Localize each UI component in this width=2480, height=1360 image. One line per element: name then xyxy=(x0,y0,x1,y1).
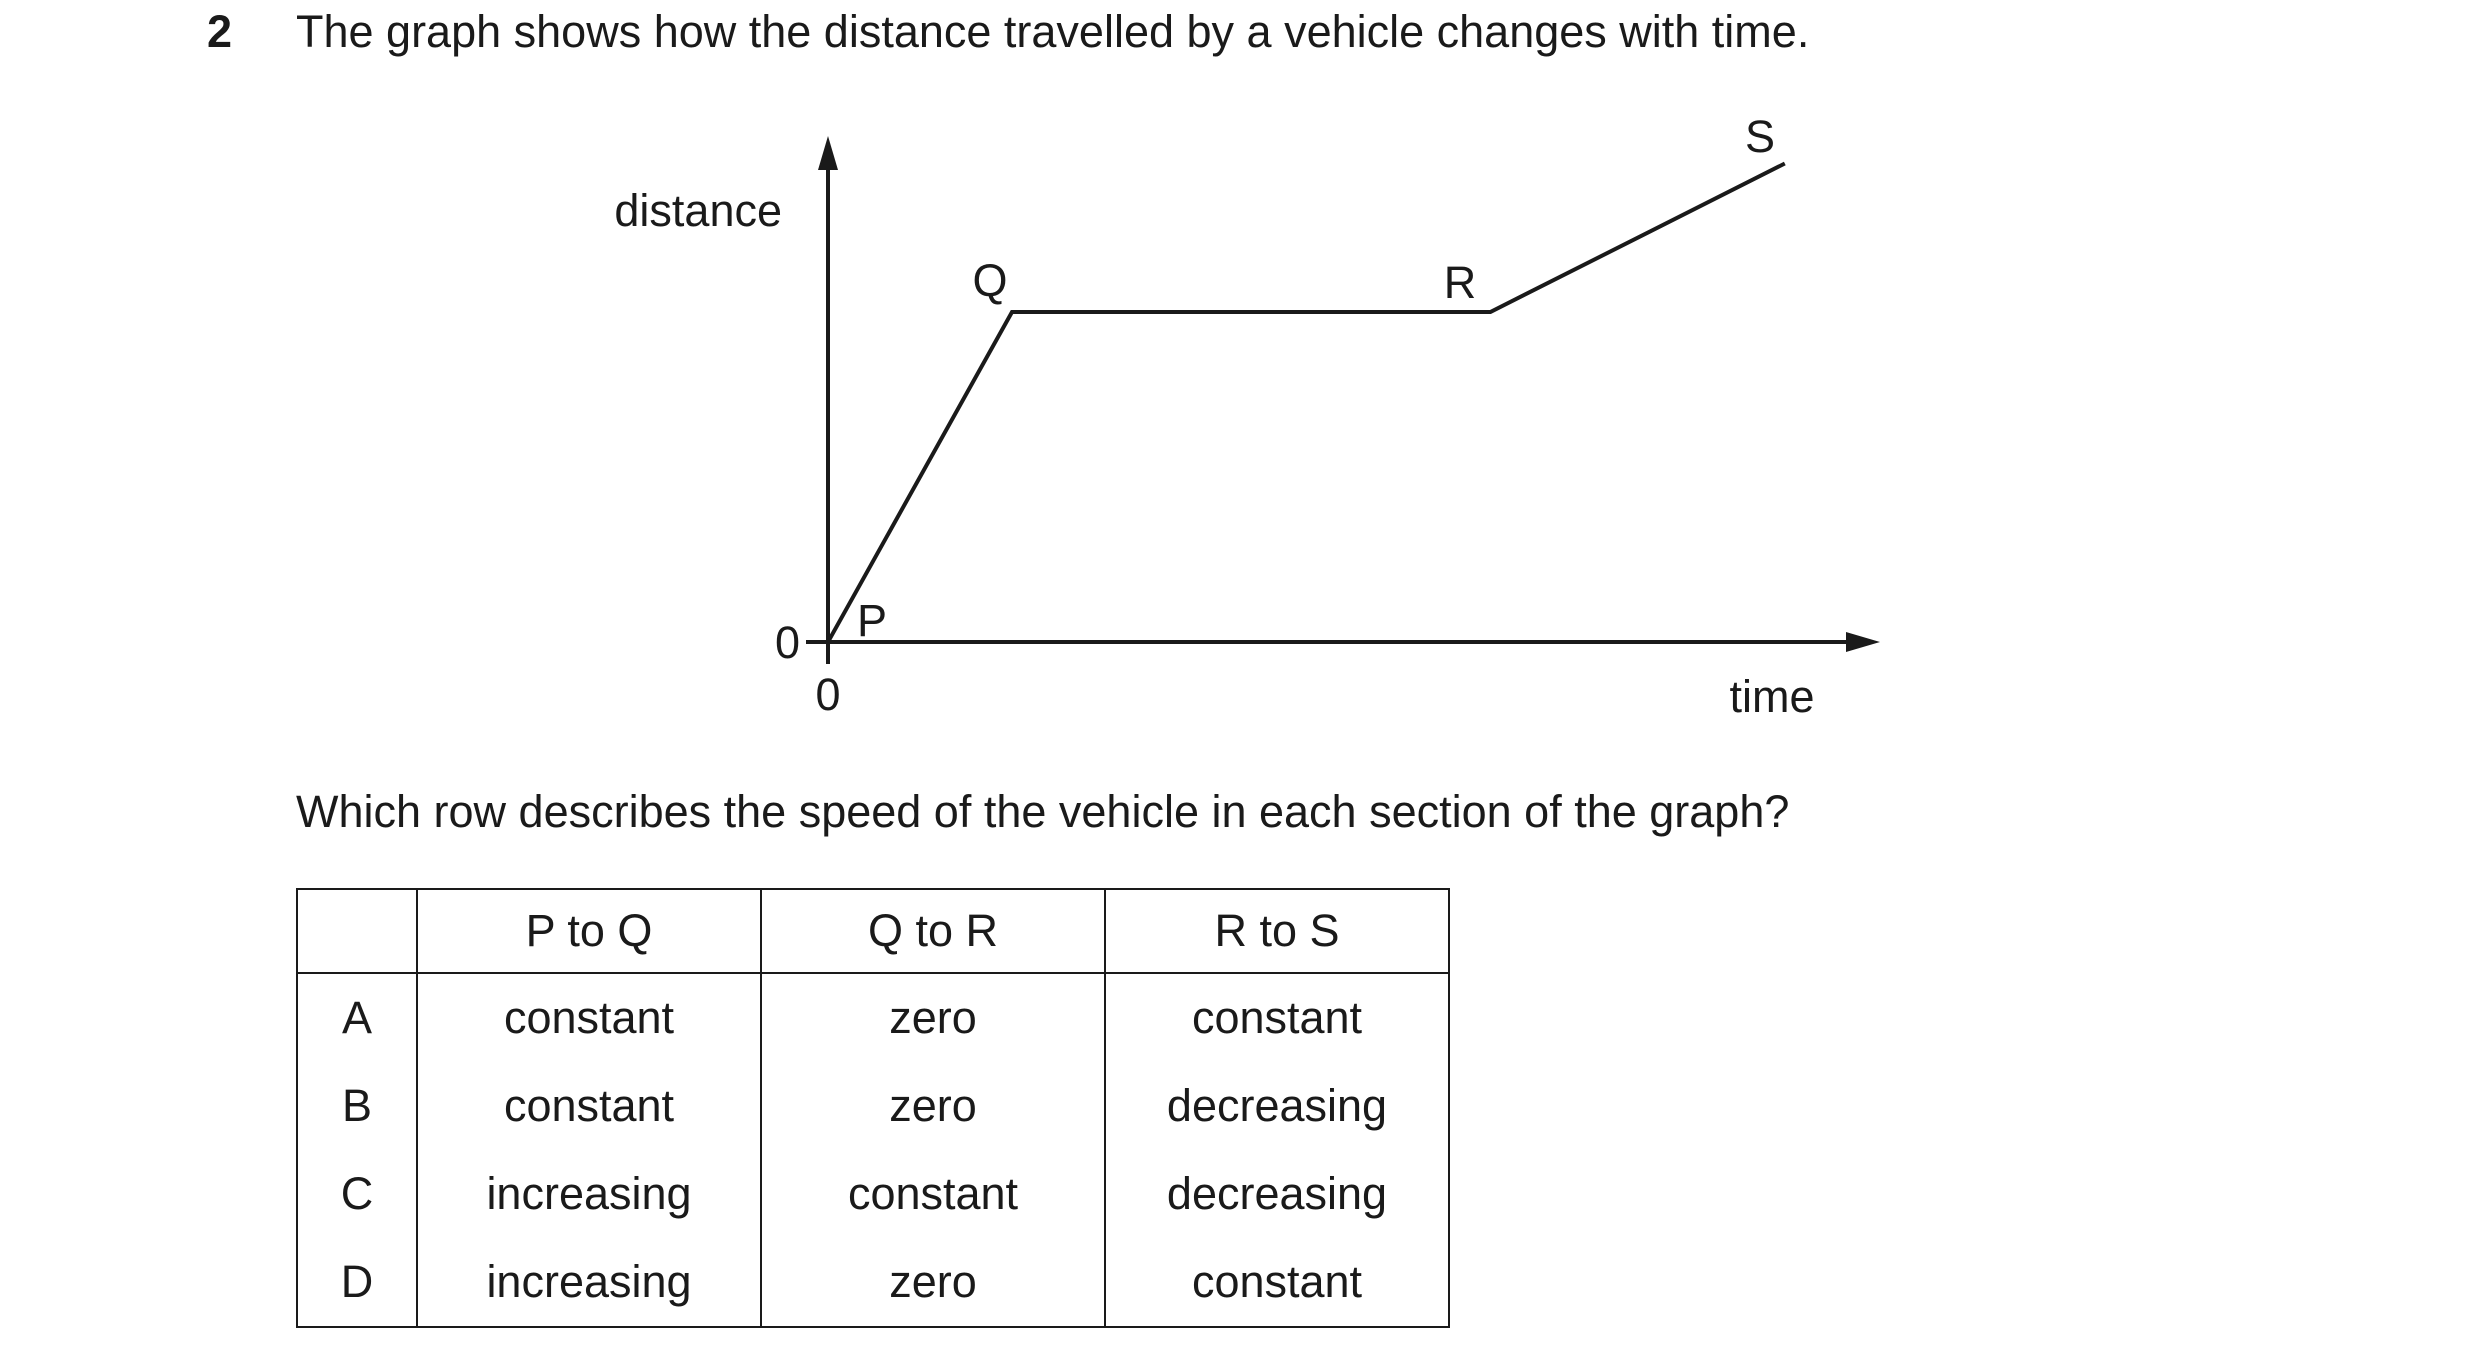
y-axis-arrowhead xyxy=(818,136,838,170)
header-cell-q-to-r: Q to R xyxy=(761,889,1105,973)
point-label-p: P xyxy=(856,595,888,646)
distance-time-line xyxy=(828,164,1785,643)
point-label-q: Q xyxy=(972,255,1008,306)
table-cell: zero xyxy=(761,1238,1105,1327)
y-axis-label: distance xyxy=(614,185,782,236)
table-row xyxy=(297,1238,1449,1327)
x-axis-label: time xyxy=(1729,671,1815,722)
y-origin-label: 0 xyxy=(774,617,800,668)
table-cell: decreasing xyxy=(1105,1150,1449,1238)
x-origin-label: 0 xyxy=(815,669,841,720)
point-label-s: S xyxy=(1744,111,1776,162)
table-row xyxy=(297,1062,1449,1150)
x-axis-arrowhead xyxy=(1846,632,1880,652)
table-cell: decreasing xyxy=(1105,1062,1449,1150)
table-row xyxy=(297,1150,1449,1238)
header-cell-p-to-q: P to Q xyxy=(417,889,761,973)
table-cell: zero xyxy=(761,973,1105,1062)
header-cell-r-to-s: R to S xyxy=(1105,889,1449,973)
table-cell: constant xyxy=(1105,973,1449,1062)
table-cell: increasing xyxy=(417,1238,761,1327)
question-text: The graph shows how the distance travelled by a vehicle changes with time. xyxy=(296,6,1810,57)
row-key: D xyxy=(297,1238,417,1327)
header-cell-empty xyxy=(297,889,417,973)
question-number: 2 xyxy=(207,6,233,57)
row-key: A xyxy=(297,973,417,1062)
table-cell: increasing xyxy=(417,1150,761,1238)
table-header-row xyxy=(297,889,1449,973)
point-label-r: R xyxy=(1443,257,1477,308)
table-cell: constant xyxy=(417,1062,761,1150)
answer-options-table xyxy=(296,888,1450,1328)
question-prompt: Which row describes the speed of the vehicle in each section of the graph? xyxy=(296,786,1790,837)
table-row xyxy=(297,973,1449,1062)
table-cell: constant xyxy=(761,1150,1105,1238)
table-cell: constant xyxy=(1105,1238,1449,1327)
table-cell: constant xyxy=(417,973,761,1062)
table-cell: zero xyxy=(761,1062,1105,1150)
row-key: B xyxy=(297,1062,417,1150)
row-key: C xyxy=(297,1150,417,1238)
